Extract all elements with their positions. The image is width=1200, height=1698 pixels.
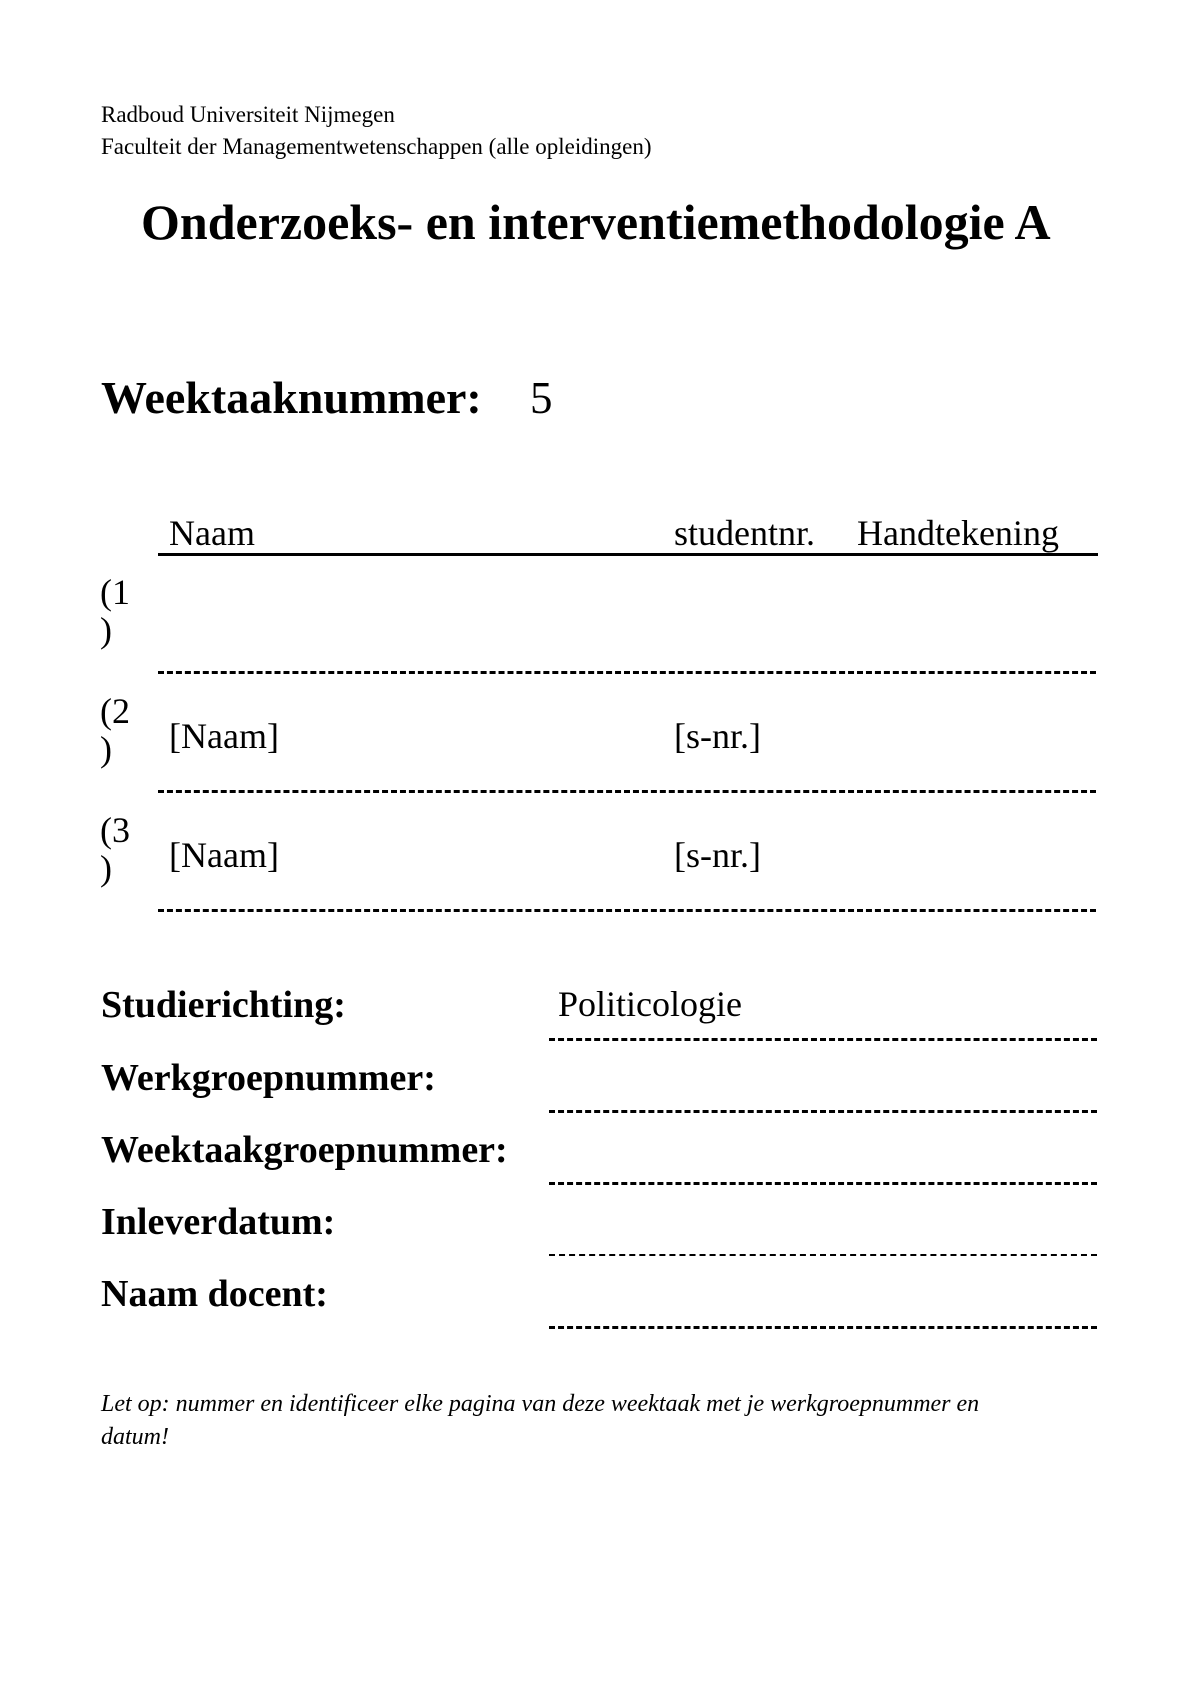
notice-text: Let op: nummer en identificeer elke pagina van deze weektaak met je werkgroepnummer en datum! [101,1391,980,1450]
signature-line [158,671,1096,674]
inleverdatum-label: Inleverdatum: [101,1201,336,1243]
werkgroepnummer-label: Werkgroepnummer: [101,1057,436,1099]
row-number [100,692,130,768]
faculty-name: Faculteit der Managementwetenschappen (alle opleidingen) [101,134,652,159]
row-naam[interactable]: [Naam] [169,716,279,756]
naam-docent-line [549,1326,1097,1329]
row-number-top: (3 [100,810,130,850]
column-header-naam: Naam [169,513,255,553]
row-studentnr[interactable]: [s-nr.] [674,716,761,756]
row-number-bottom: ) [100,729,112,769]
row-number-bottom: ) [100,848,112,888]
row-number-top: (2 [100,691,130,731]
header-rule [158,553,1098,556]
weektaakgroepnummer-line [549,1182,1097,1185]
naam-docent-label: Naam docent: [101,1273,328,1315]
row-number-bottom: ) [100,610,112,650]
signature-line [158,790,1096,793]
row-number [100,811,130,887]
studierichting-label: Studierichting: [101,984,346,1026]
werkgroepnummer-line [549,1110,1097,1113]
row-naam[interactable]: [Naam] [169,835,279,875]
studierichting-line [549,1038,1097,1041]
page-title: Onderzoeks- en interventiemethodologie A [141,194,1051,250]
row-number-top: (1 [100,572,130,612]
studierichting-value[interactable]: Politicologie [558,984,742,1024]
institution-name: Radboud Universiteit Nijmegen [101,102,395,127]
row-number [100,573,130,649]
column-header-studentnr: studentnr. [674,513,815,553]
weektaak-label: Weektaaknummer: [101,372,482,423]
column-header-handtekening: Handtekening [857,513,1059,553]
weektaak-value: 5 [530,373,553,423]
weektaakgroepnummer-label: Weektaakgroepnummer: [101,1129,508,1171]
inleverdatum-line [549,1254,1097,1256]
signature-line [158,909,1096,912]
row-studentnr[interactable]: [s-nr.] [674,835,761,875]
